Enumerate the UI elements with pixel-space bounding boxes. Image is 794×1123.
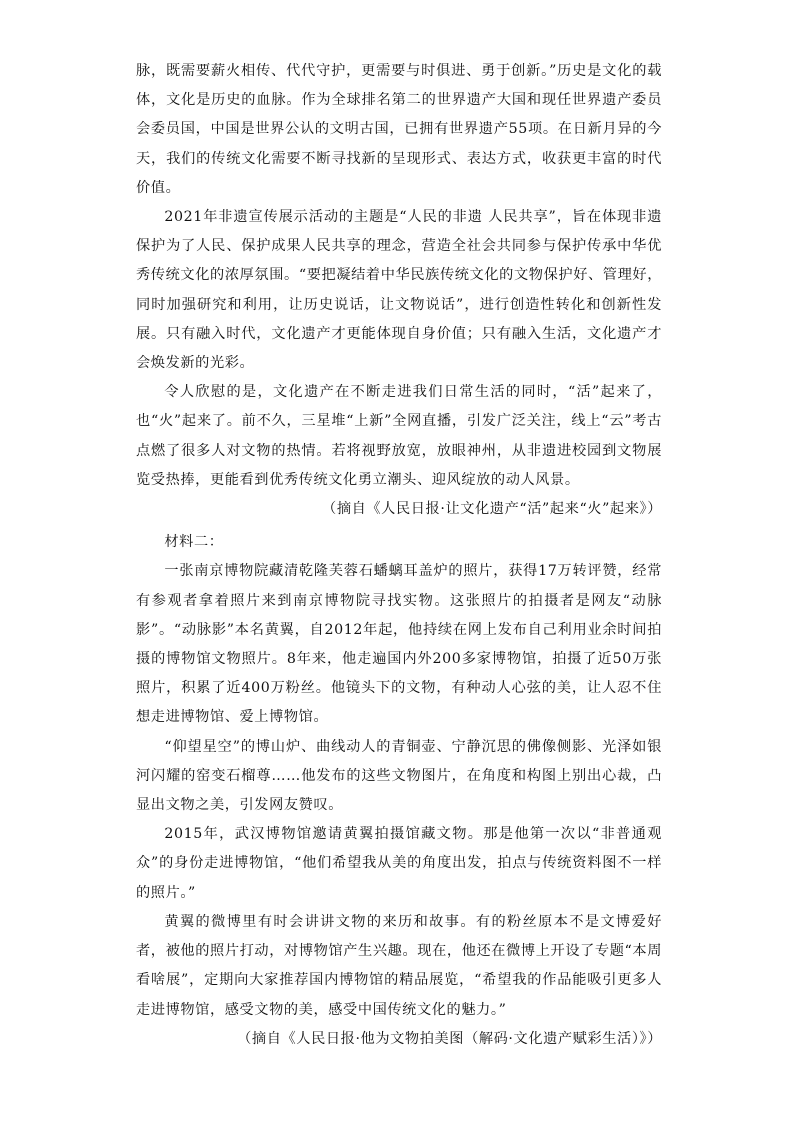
source-citation-2: （摘自《人民日报·他为文物拍美图（解码·文化遗产赋彩生活）》） [237,1030,662,1047]
source-citation-1: （摘自《人民日报·让文化遗产“活”起来“火”起来》） [322,501,662,518]
paragraph-5: “仰望星空”的博山炉、曲线动人的青铜壶、宁静沉思的佛像侧影、光泽如银河闪耀的窑变石榴尊……他发布的这些文物图片，在角度和构图上别出心裁，凸显出文物之美，引发网友赞叹。 [136,738,662,814]
paragraph-1: 脉，既需要薪火相传、代代守护，更需要与时俱进、勇于创新。”历史是文化的载体，文化是历史的血脉。作为全球排名第二的世界遗产大国和现任世界遗产委员会委员国，中国是世界公认的文明古国，已拥有世界遗产55项。在日新月异的今天，我们的传统文化需要不断寻找新的呈现形式、表达方式，收获更丰富的时代价值。 [136,63,662,196]
paragraph-4: 一张南京博物院藏清乾隆芙蓉石蟠螭耳盖炉的照片，获得17万转评赞，经常有参观者拿着照片来到南京博物院寻找实物。这张照片的拍摄者是网友“动脉影”。“动脉影”本名黄翼，自2012年起，他持续在网上发布自己利用业余时间拍摄的博物馆文物照片。8年来，他走遍国内外200多家博物馆，拍摄了近50万张照片，积累了近400万粉丝。他镜头下的文物，有种动人心弦的美，让人忍不住想走进博物馆、爱上博物馆。 [136,563,662,726]
paragraph-2: 2021年非遗宣传展示活动的主题是“人民的非遗 人民共享”，旨在体现非遗保护为了人民、保护成果人民共享的理念，营造全社会共同参与保护传承中华优秀传统文化的浓厚氛围。“要把凝结着中华民族传统文化的文物保护好、管理好，同时加强研究和利用，让历史说话，让文物说话”，进行创造性转化和创新性发展。只有融入时代，文化遗产才更能体现自身价值；只有融入生活，文化遗产才会焕发新的光彩。 [136,209,662,372]
material-2-label: 材料二： [164,534,224,551]
paragraph-3: 令人欣慰的是，文化遗产在不断走进我们日常生活的同时，“活”起来了，也“火”起来了。前不久，三星堆“上新”全网直播，引发广泛关注，线上“云”考古点燃了很多人对文物的热情。若将视野放宽，放眼神州，从非遗进校园到文物展览受热捧，更能看到优秀传统文化勇立潮头、迎风绽放的动人风景。 [136,384,662,488]
paragraph-7: 黄翼的微博里有时会讲讲文物的来历和故事。有的粉丝原本不是文博爱好者，被他的照片打动，对博物馆产生兴趣。现在，他还在微博上开设了专题“本周看啥展”，定期向大家推荐国内博物馆的精品展览，“希望我的作品能吸引更多人走进博物馆，感受文物的美，感受中国传统文化的魅力。” [136,913,662,1018]
paragraph-6: 2015年，武汉博物馆邀请黄翼拍摄馆藏文物。那是他第一次以“非普通观众”的身份走进博物馆，“他们希望我从美的角度出发，拍点与传统资料图不一样的照片。” [136,826,662,901]
